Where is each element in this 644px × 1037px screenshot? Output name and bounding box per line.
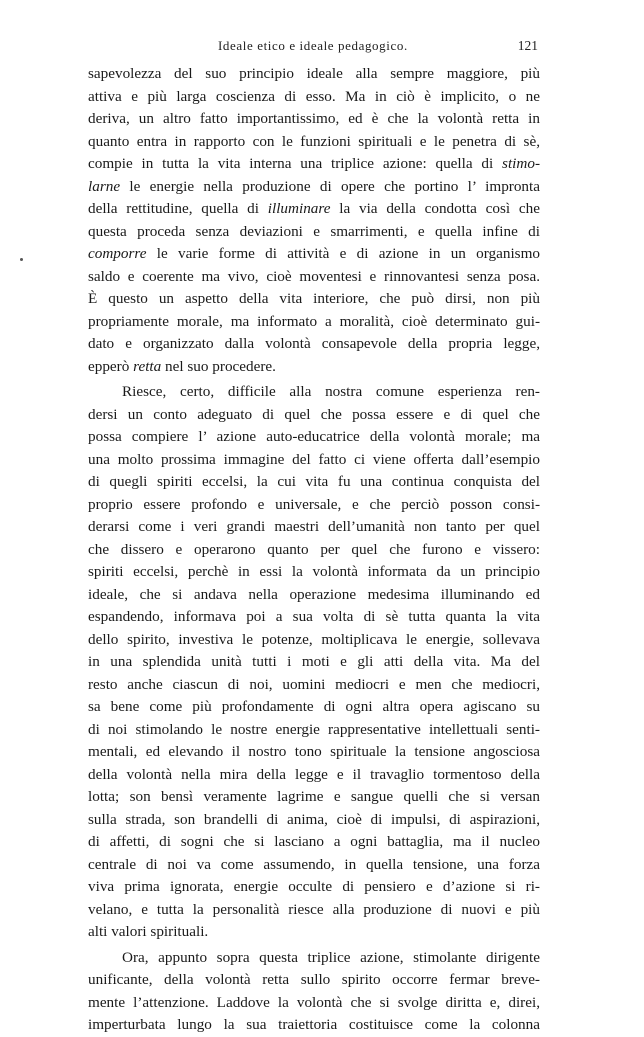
text-line: quanto entra in rapporto con le funzioni spirituali e le penetra di sè, xyxy=(88,132,540,150)
text-line: di affetti, di sogni che si lasciano a ogni battaglia, ma il nucleo xyxy=(88,833,540,850)
text-line: resto anche ciascun di noi, uomini mediocri e men che mediocri, xyxy=(88,675,540,693)
text-line: sapevolezza del suo principio ideale alla sempre maggiore, più xyxy=(88,65,540,82)
text-line: Riesce, certo, difficile alla nostra comune esperienza ren- xyxy=(122,383,540,400)
text-line: viva prima ignorata, energie occulte di pensiero e d’azione si ri- xyxy=(88,878,540,895)
text-line: che dissero e operarono quanto per quel che furono e vissero: xyxy=(88,540,540,558)
text-line: deriva, un altro fatto importantissimo, ed è che la volontà retta in xyxy=(88,110,540,127)
page-number: 121 xyxy=(517,38,538,53)
text-line: della volontà nella mira della legge e il travaglio tormentoso della xyxy=(88,765,540,783)
text-line: lotta; son bensì veramente lagrime e sangue quelli che si versan xyxy=(88,788,540,805)
text-line: mentali, ed elevando il nostro tono spirituale la tensione angosciosa xyxy=(88,743,540,760)
text-line: in una splendida unità tutti i moti e gli atti della vita. Ma del xyxy=(88,653,540,670)
text-line: dato e organizzato dalla volontà consapevole della propria legge, xyxy=(88,335,540,352)
text-line: dello spirito, investiva le potenze, moltiplicava le energie, sollevava xyxy=(88,630,540,648)
text-line: centrale di noi va come assumendo, in quella tensione, una forza xyxy=(88,855,540,873)
running-head: Ideale etico e ideale pedagogico. xyxy=(218,38,408,53)
text-line: comporre le varie forme di attività e di azione in un organismo xyxy=(88,245,540,262)
text-line: una molto prossima immagine del fatto ci viene offerta dall’esempio xyxy=(88,450,540,468)
text-line: velano, e tutta la personalità riesce alla produzione di nuovi e più xyxy=(88,900,540,918)
text-line: alti valori spirituali. xyxy=(88,923,209,940)
emphasis: stimo- xyxy=(502,155,540,172)
text-line: imperturbata lungo la sua traiettoria costituisce come la colonna xyxy=(88,1016,540,1033)
margin-speck xyxy=(20,258,23,261)
text-line: della rettitudine, quella di illuminare la via della condotta così che xyxy=(88,200,541,217)
paragraph xyxy=(88,947,540,1037)
text-line: Ora, appunto sopra questa triplice azione, stimolante dirigente xyxy=(122,948,540,966)
text-line: proprio essere profondo e universale, e che perciò posson consi- xyxy=(88,495,540,513)
text-line: compie in tutta la vita interna una triplice azione: quella di stimo- xyxy=(88,155,540,172)
text-line: derarsi come i veri grandi maestri dell’umanità non tanto per quel xyxy=(88,518,540,535)
paragraph xyxy=(88,381,540,944)
text-line: di noi stimolando le nostre energie rappresentative intellettuali senti- xyxy=(88,720,540,738)
text-line: attiva e più larga coscienza di esso. Ma in ciò è implicito, o ne xyxy=(88,87,540,105)
paragraph xyxy=(88,63,540,378)
text-line: questa proceda senza deviazioni e smarrimenti, e quella infine di xyxy=(88,222,540,240)
emphasis: larne xyxy=(88,177,121,195)
text-line: ideale, che si andava nella operazione medesima illuminando ed xyxy=(88,585,540,603)
text-line: dersi un conto adeguato di quel che possa essere e di quel che xyxy=(88,405,540,423)
emphasis: retta xyxy=(133,357,162,375)
emphasis: illuminare xyxy=(267,200,331,217)
text-line: spiriti eccelsi, perchè in essi la volontà informata da un principio xyxy=(88,563,540,580)
text-line: di quegli spiriti eccelsi, la cui vita fu una continua conquista del xyxy=(88,473,540,490)
text-line: epperò retta nel suo procedere. xyxy=(88,357,276,375)
text-line: possa compiere l’ azione auto-educatrice della volontà morale; ma xyxy=(88,428,540,445)
text-line: sulla strada, son brandelli di anima, cioè di impulsi, di aspirazioni, xyxy=(88,810,540,828)
text-line: saldo e coerente ma vivo, cioè moventesi e rinnovantesi senza posa. xyxy=(88,267,540,285)
text-line: unificante, della volontà retta sullo spirito occorre fermar breve- xyxy=(88,971,540,988)
text-line: larne le energie nella produzione di opere che portino l’ impronta xyxy=(88,177,540,195)
emphasis: comporre xyxy=(88,245,147,262)
body-text xyxy=(88,63,540,1037)
text-line: È questo un aspetto della vita interiore, che può dirsi, non più xyxy=(88,290,540,307)
text-line: espandendo, informava poi a sua volta di sè tutta quanta la vita xyxy=(88,608,540,625)
text-line: propriamente morale, ma informato a moralità, cioè determinato gui- xyxy=(88,312,540,330)
text-line: mente l’attenzione. Laddove la volontà che si svolge diritta e, direi, xyxy=(88,993,540,1011)
text-line: sa bene come più profondamente di ogni altra opera agiscano su xyxy=(88,698,540,715)
